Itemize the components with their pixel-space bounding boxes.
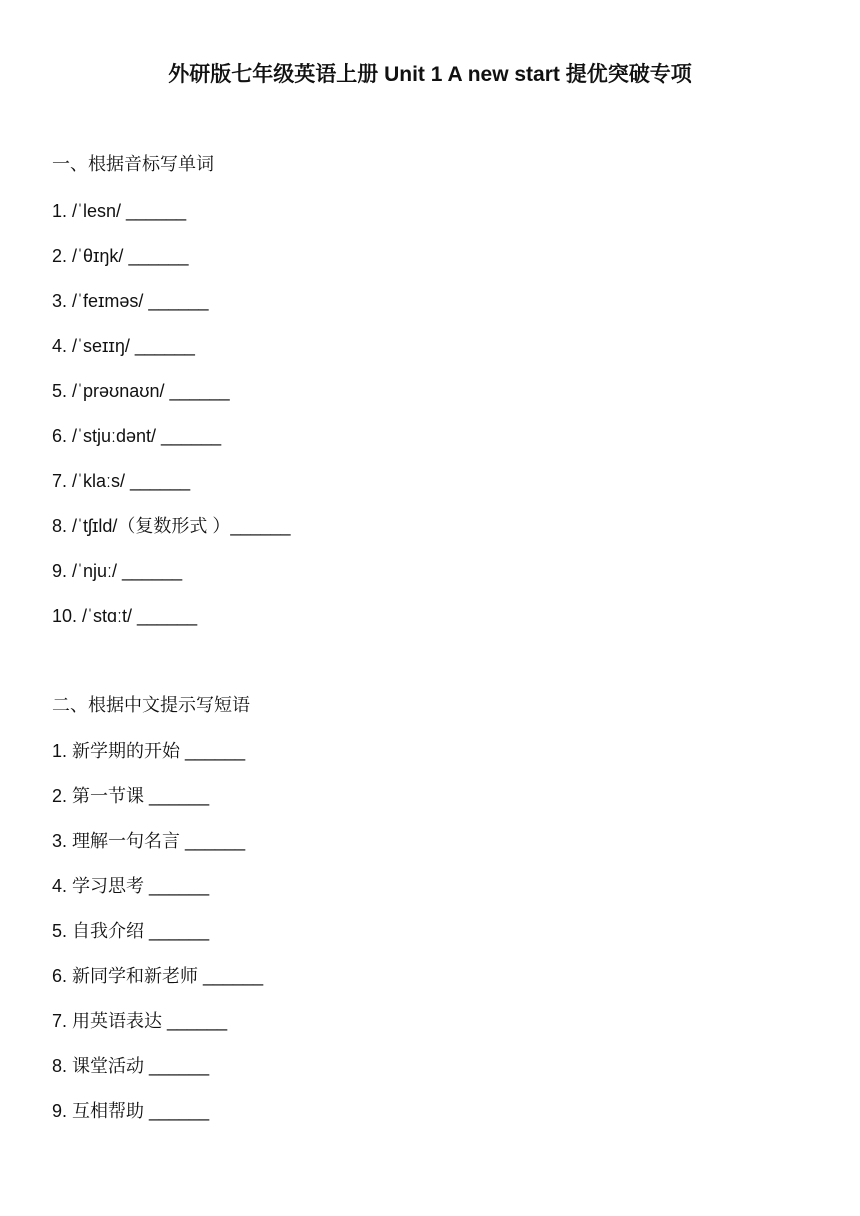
phrase-item-6: 6. 新同学和新老师 ______ — [52, 966, 264, 986]
phonetic-item-3: 3. /ˈfeɪməs/ ______ — [52, 291, 209, 311]
phonetic-item-2: 2. /ˈθɪŋk/ ______ — [52, 246, 189, 266]
phrase-item-9: 9. 互相帮助 ______ — [52, 1101, 210, 1121]
phonetic-item-8: 8. /ˈtʃɪld/（复数形式 ）______ — [52, 516, 291, 536]
phrase-item-7: 7. 用英语表达 ______ — [52, 1011, 228, 1031]
phonetic-item-7: 7. /ˈklaːs/ ______ — [52, 471, 191, 491]
phonetic-item-5: 5. /ˈprəʊnaʊn/ ______ — [52, 381, 230, 401]
section-1-heading: 一、根据音标写单词 — [52, 154, 214, 175]
document-title: 外研版七年级英语上册 Unit 1 A new start 提优突破专项 — [168, 63, 692, 86]
phrase-item-4: 4. 学习思考 ______ — [52, 876, 210, 896]
phonetic-item-9: 9. /ˈnjuː/ ______ — [52, 561, 183, 581]
phrase-item-1: 1. 新学期的开始 ______ — [52, 741, 246, 761]
phonetic-item-6: 6. /ˈstjuːdənt/ ______ — [52, 426, 222, 446]
section-2-heading: 二、根据中文提示写短语 — [52, 695, 250, 716]
phonetic-item-1: 1. /ˈlesn/ ______ — [52, 201, 187, 221]
phrase-item-3: 3. 理解一句名言 ______ — [52, 831, 246, 851]
phonetic-item-4: 4. /ˈseɪɪŋ/ ______ — [52, 336, 195, 356]
phrase-item-8: 8. 课堂活动 ______ — [52, 1056, 210, 1076]
phrase-item-2: 2. 第一节课 ______ — [52, 786, 210, 806]
phonetic-item-10: 10. /ˈstɑːt/ ______ — [52, 606, 198, 626]
phrase-item-5: 5. 自我介绍 ______ — [52, 921, 210, 941]
